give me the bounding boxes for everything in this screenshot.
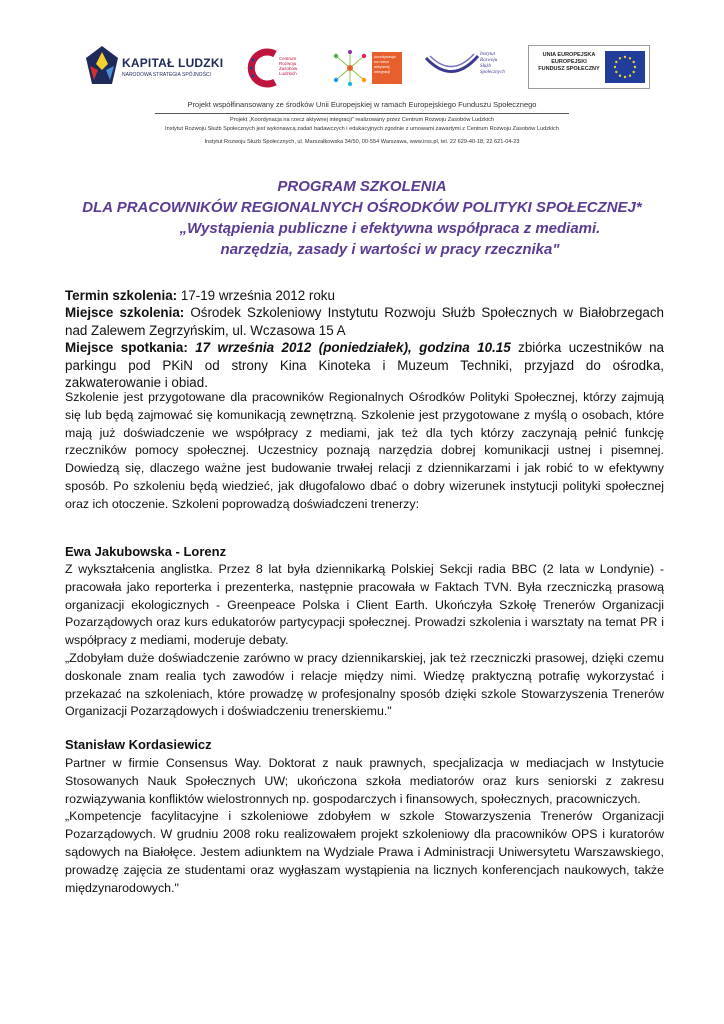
miejsce-label: Miejsce szkolenia:: [65, 305, 185, 321]
kapital-ludzki-subtitle: NARODOWA STRATEGIA SPÓJNOŚCI: [122, 72, 211, 78]
irss-logo: [424, 40, 520, 96]
header-logos: [80, 40, 650, 96]
spotkanie-row: [65, 339, 664, 391]
crzl-c-icon: [247, 48, 279, 88]
trainer-name: Ewa Jakubowska - Lorenz: [65, 544, 227, 559]
trainer-name: Stanisław Kordasiewicz: [65, 737, 212, 752]
crzl-logo: [245, 40, 315, 96]
trainer-bio-block: [65, 561, 664, 721]
trainer-bio-block: [65, 755, 664, 897]
project-contractor-note: Instytut Rozwoju Służb Społecznych jest wykonawcą zadań badawczych i edukacyjnych zgodnie z umowami zawartymi z Centrum Rozwoju Zasobów Ludzkich: [165, 126, 559, 132]
title-line-1: PROGRAM SZKOLENIA: [277, 178, 447, 195]
project-address-note: Instytut Rozwoju Służb Społecznych, ul. Marszałkowska 34/50, 00-554 Warszawa, www.irss.pl, tel. 22 629-40-18, 22 621-04-23: [204, 139, 520, 145]
termin-row: [65, 287, 664, 304]
irss-swoosh-icon: [424, 52, 480, 84]
kapital-ludzki-logo: [80, 40, 230, 96]
network-icon: [330, 50, 370, 86]
spotkanie-date: 17 września 2012 (poniedziałek), godzina 10.15: [187, 340, 511, 356]
koordynacja-logo: [330, 40, 410, 96]
koordynacja-text: koordynacja na rzecz aktywnej integracji: [372, 52, 402, 84]
spotkanie-value: zbiórka uczestników na parkingu pod PKiN od strony Kina Kinoteka i Muzeum Techniki, przyjazd do ośrodka, zakwaterowanie i obiad.: [65, 340, 664, 391]
project-name-note: Projekt „Koordynacja na rzecz aktywnej integracji" realizowany przez Centrum Rozwoju Zasobów Ludzkich: [229, 117, 495, 123]
title-line-2: DLA PRACOWNIKÓW REGIONALNYCH OŚRODKÓW POLITYKI SPOŁECZNEJ*: [82, 199, 642, 216]
eu-flag-icon: [605, 51, 645, 83]
trainer-bio: Z wykształcenia anglistka. Przez 8 lat była dziennikarką Polskiej Sekcji radia BBC (2 lata w Londynie) - pracowała jako reporterka i prezenterka, następnie pracowała w Faktach TVN. Była rzeczniczką prasową organizacji ekologicznych - Greenpeace Polska i Client Earth. Ukończyła Szkołę Trenerów Organizacji Pozarządowych oraz kurs edukatorów partycypacji społecznej. Prowadzi szkolenia i warsztaty na temat PR i współpracy z mediami, moderuje debaty.: [65, 562, 664, 648]
eu-logo: [528, 45, 650, 89]
trainer-quote: „Zdobyłam duże doświadczenie zarówno w pracy dziennikarskiej, jak też rzeczniczki prasowej, dzięki czemu doskonale znam realia tych zawodów i relacje między nimi. Wiedzę praktyczną potrafię wykorzystać i przekazać na szkoleniach, które prowadzę w profesjonalny sposób dzięki szkole Stowarzyszenia Trenerów Organizacji Pozarządowych i doświadczeniu trenerskiemu.": [65, 650, 664, 719]
header-divider: [155, 113, 569, 114]
training-info: [65, 287, 664, 391]
termin-label: Termin szkolenia:: [65, 288, 178, 303]
kapital-ludzki-title: KAPITAŁ LUDZKI: [122, 56, 224, 70]
miejsce-row: [65, 304, 664, 339]
title-line-4: narzędzia, zasady i wartości w pracy rzecznika": [220, 241, 560, 258]
irss-text: Instytut Rozwoju Służb Społecznych: [480, 52, 505, 75]
trainer-quote: „Kompetencje facylitacyjne i szkoleniowe zdobyłem w szkole Stowarzyszenia Trenerów Organizacji Pozarządowych. W grudniu 2008 roku realizowałem projekt szkoleniowy dla pracowników OPS i kuratorów sądowych na Białołęce. Jestem adiunktem na Wydziale Prawa i Administracji Uniwersytetu Warszawskiego, prowadzę zajęcia ze studentami oraz wygłaszam wystąpienia na licznych konferencjach naukowych, także międzynarodowych.": [65, 809, 664, 895]
miejsce-value: Ośrodek Szkoleniowy Instytutu Rozwoju Służb Społecznych w Białobrzegach nad Zalewem Zegrzyńskim, ul. Wczasowa 15 A: [65, 305, 664, 338]
spotkanie-label: Miejsce spotkania:: [65, 340, 188, 356]
intro-paragraph: Szkolenie jest przygotowane dla pracowników Regionalnych Ośrodków Polityki Społecznej, którzy zajmują się lub będą zajmować się komunikacją zewnętrzną. Szkolenie jest przygotowane z myślą o osobach, które mają już doświadczenie we współpracy z mediami, jak też dla tych którzy zaczynają pełnić funkcję rzeczników pomocy społecznej. Uczestnicy poznają narzędzia dobrej komunikacji ustnej i pisemnej. Dowiedzą się, dlaczego ważne jest budowanie trwałej relacji z dziennikarzami i jak robić to w efektywny sposób. Po szkoleniu będą wiedzieć, jak długofalowo dbać o dobry wizerunek instytucji polityki społecznej oraz ich otoczenie. Szkoleni poprowadzą doświadczeni trenerzy:: [65, 390, 664, 511]
termin-value: 17-19 września 2012 roku: [177, 288, 335, 303]
trainer-bio: Partner w firmie Consensus Way. Doktorat z nauk prawnych, specjalizacja w mediacjach w Instytucie Stosowanych Nauk Społecznych UW; ukończona szkoła mediatorów oraz kurs seniorski z zakresu rozwiązywania konfliktów wielostronnych np. gospodarczych i finansowych, społecznych, pracowniczych.: [65, 756, 664, 806]
kapital-ludzki-star-icon: [84, 44, 120, 88]
title-line-3: „Wystąpienia publiczne i efektywna współpraca z mediami.: [179, 220, 601, 237]
eu-text: UNIA EUROPEJSKA EUROPEJSKI FUNDUSZ SPOŁECZNY: [538, 52, 600, 72]
crzl-text: Centrum Rozwoju Zasobów Ludzkich: [279, 56, 298, 76]
project-cofinancing-note: Projekt współfinansowany ze środków Unii Europejskiej w ramach Europejskiego Funduszu Społecznego: [187, 100, 537, 109]
